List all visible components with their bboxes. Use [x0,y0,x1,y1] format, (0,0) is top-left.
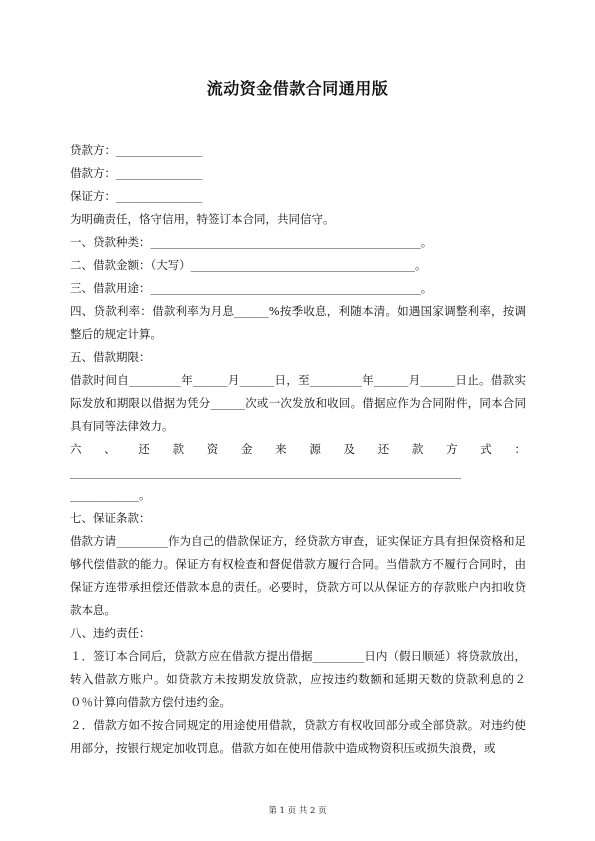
borrower-line: 借款方：_______________ [70,166,203,180]
clause-term-body: 借款时间自_________年______月______日，至_________年______月______日止。借款实际发放和期限以借据为凭分______次或一次发放和收回。借据应作为合同附件，同本合同具有同等法律效力。 [70,373,526,433]
heading-char: 及 [343,442,355,456]
clause-repayment-blank-end: ____________。 [70,488,151,502]
guarantor-line: 保证方：_______________ [70,189,203,203]
heading-char: 资 [206,442,219,456]
clause-term-heading: 五、借款期限： [70,350,151,364]
heading-char: 方 [446,442,458,456]
intro-paragraph: 为明确责任，恪守信用，特签订本合同，共同信守。 [70,212,335,226]
clause-liability-heading: 八、违约责任： [70,626,151,640]
clause-guarantee-heading: 七、保证条款： [70,511,151,525]
page-number-footer: 第 1 页 共 2 页 [268,806,327,816]
clause-loan-type: 一、贷款种类：_______________________________________________。 [70,235,433,249]
clause-loan-purpose: 三、借款用途：_______________________________________________。 [70,281,433,295]
clause-repayment-blank-line: ____________________________________________________________________ [70,465,461,479]
heading-char: 款 [172,442,185,456]
clause-loan-amount: 二、借款金额：（大写）_______________________________________。 [70,258,427,272]
heading-char: 源 [309,442,321,456]
lender-line: 贷款方：_______________ [70,143,203,157]
heading-char: 金 [240,442,253,456]
clause-liability-item-1: １．签订本合同后，贷款方应在借款方提出借据_________日内（假日顺延）将贷款放出，转入借款方账户。如贷款方未按期发放贷款，应按违约数额和延期天数的贷款利息的２０％计算向借款方偿付违约金。 [70,649,526,709]
heading-char: ： [514,442,526,456]
heading-char: 六 [70,442,82,456]
heading-char: 还 [138,442,150,456]
clause-liability-item-2: ２．借款方如不按合同规定的用途使用借款，贷款方有权收回部分或全部贷款。对违约使用部分，按银行规定加收罚息。借款方如在使用借款中造成物资积压或损失浪费，或 [70,718,526,755]
heading-char: 还 [377,442,390,456]
clause-guarantee-body: 借款方请_________作为自己的借款保证方，经贷款方审查，证实保证方具有担保资格和足够代偿借款的能力。保证方有权检查和督促借款方履行合同。当借款方不履行合同时，由保证方连带承担偿还借款本息的责任。必要时，贷款方可以从保证方的存款账户内扣收贷款本息。 [70,534,526,617]
contract-body [70,139,526,760]
clause-repayment-heading [70,438,526,461]
document-title: 流动资金借款合同通用版 [206,79,389,98]
heading-char: 来 [275,442,287,456]
heading-char: 式 [480,442,492,456]
heading-char: 、 [104,442,116,456]
heading-char: 款 [411,442,424,456]
clause-interest-rate: 四、贷款利率：借款利率为月息______%按季收息，利随本清。如遇国家调整利率，按调整后的规定计算。 [70,304,526,341]
